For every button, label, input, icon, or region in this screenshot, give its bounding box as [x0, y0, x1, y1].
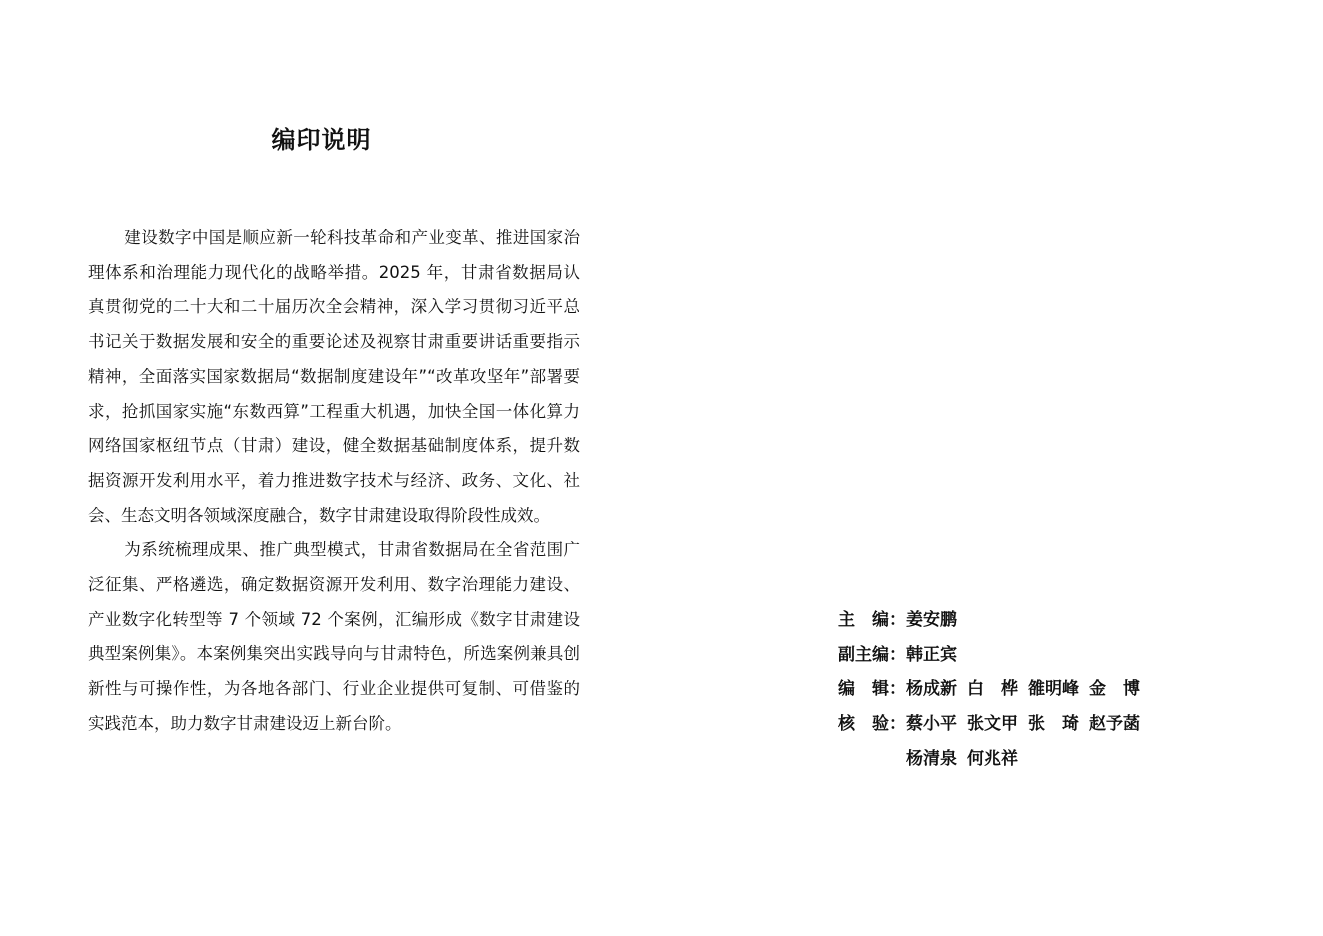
credit-names	[906, 638, 1166, 673]
credit-name: 雒明峰	[1028, 679, 1079, 700]
credit-names	[906, 603, 1166, 638]
body-text	[88, 221, 580, 742]
paragraph-2: 为系统梳理成果、推广典型模式，甘肃省数据局在全省范围广泛征集、严格遴选，确定数据资源开发利用、数字治理能力建设、产业数字化转型等 7 个领域 72 个案例，汇编形成《数字甘肃建设典型案例集》。本案例集突出实践导向与甘肃特色，所选案例兼具创新性与可操作性，为各地各部门、行业企业提供可复制、可借鉴的实践范本，助力数字甘肃建设迈上新台阶。	[88, 540, 580, 733]
credit-name: 姜安鹏	[906, 610, 957, 630]
credit-label: 核 验：	[838, 714, 906, 735]
left-page	[88, 120, 580, 733]
credit-names	[906, 707, 1166, 776]
credit-row-reviewers	[838, 707, 1178, 776]
credit-name: 杨成新	[906, 679, 957, 700]
credit-row-deputy-editor	[838, 638, 1178, 673]
credit-names	[906, 672, 1166, 707]
paragraph-1: 建设数字中国是顺应新一轮科技革命和产业变革、推进国家治理体系和治理能力现代化的战略举措。2025 年，甘肃省数据局认真贯彻党的二十大和二十届历次全会精神，深入学习贯彻习近平总书记关于数据发展和安全的重要论述及视察甘肃重要讲话重要指示精神，全面落实国家数据局“数据制度建设年”“改革攻坚年”部署要求，抢抓国家实施“东数西算”工程重大机遇，加快全国一体化算力网络国家枢纽节点（甘肃）建设，健全数据基础制度体系，提升数据资源开发利用水平，着力推进数字技术与经济、政务、文化、社会、生态文明各领域深度融合，数字甘肃建设取得阶段性成效。	[88, 228, 580, 525]
credit-name: 张文甲	[967, 714, 1018, 735]
credit-label: 编 辑：	[838, 679, 906, 700]
credit-name: 杨清泉	[906, 748, 957, 769]
credit-name: 韩正宾	[906, 644, 957, 665]
credit-name: 何兆祥	[967, 748, 1018, 769]
page-title: 编印说明	[271, 125, 372, 154]
credit-name: 金 博	[1089, 679, 1140, 700]
editorial-credits	[838, 603, 1178, 777]
credit-name: 张 琦	[1028, 714, 1079, 735]
credit-label: 副主编：	[838, 644, 906, 665]
credit-name: 白 桦	[967, 679, 1018, 700]
credit-name: 赵予菡	[1089, 714, 1140, 735]
credit-row-chief-editor	[838, 603, 1178, 638]
credit-name: 蔡小平	[906, 714, 957, 735]
credit-row-editors	[838, 672, 1178, 707]
credit-label: 主 编：	[838, 610, 906, 630]
